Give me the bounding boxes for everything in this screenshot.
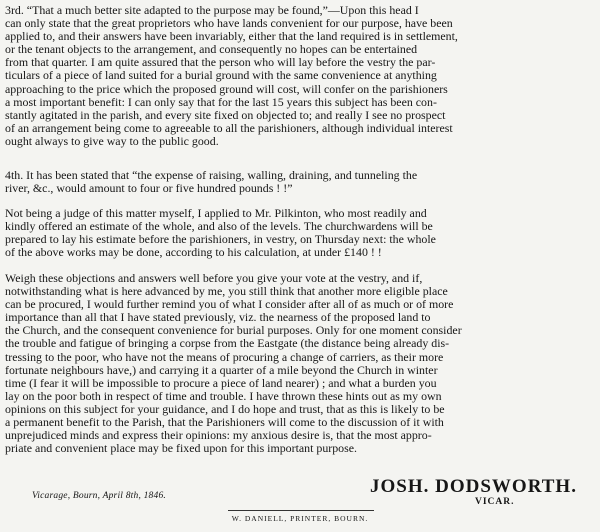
text-line: Not being a judge of this matter myself, I applied to Mr. Pilkinton, who most readily and bbox=[5, 206, 427, 220]
text-line: can be procured, I would further remind you of what I consider after all of as much or of more bbox=[5, 297, 454, 312]
text-line: river, &c., would amount to four or five hundred pounds ! !” bbox=[5, 181, 293, 196]
text-line: lay on the poor both in respect of time and trouble. I have thrown these hints out as my own bbox=[5, 388, 442, 403]
text-line: Weigh these objections and answers well before you give your vote at the vestry, and if, bbox=[5, 271, 423, 285]
text-line: fortunate neighbours have,) and carrying it a quarter of a mile beyond the Church in winter bbox=[5, 362, 438, 377]
text-line: time (I fear it will be impossible to procure a piece of land nearer) ; and what a burden you bbox=[5, 375, 437, 390]
signature-place-date: Vicarage, Bourn, April 8th, 1846. bbox=[32, 491, 166, 501]
text-line: stantly agitated in the parish, and every site fixed on objected to; and really I see no prospect bbox=[5, 107, 446, 122]
text-line: ticulars of a piece of land suited for a burial ground with the same convenience at anything bbox=[5, 68, 437, 83]
text-line: of an arrangement being come to agreeable to all the parishioners, although individual interest bbox=[5, 120, 453, 135]
text-line: unprejudiced minds and express their opinions: my anxious desire is, that the most appro- bbox=[5, 428, 432, 443]
text-line: a permanent benefit to the Parish, that the Parishioners will come to the discussion of it with bbox=[5, 415, 444, 430]
text-line: can only state that the great proprietors who have lands convenient for our purpose, have been bbox=[5, 16, 453, 31]
paragraph-estimate bbox=[5, 207, 590, 259]
divider-rule bbox=[228, 510, 374, 511]
text-line: or the tenant objects to the arrangement, and consequently no hopes can be entertained bbox=[5, 42, 418, 57]
paragraph-fourth-objection bbox=[5, 169, 590, 195]
text-line: ought always to give way to the public good. bbox=[5, 133, 219, 148]
text-line: importance than all that I have stated previously, viz. the nearness of the proposed land to bbox=[5, 310, 431, 325]
printer-imprint: W. DANIELL, PRINTER, BOURN. bbox=[231, 514, 369, 523]
text-line: prepared to lay his estimate before the parishioners, in vestry, on Thursday next: the whole bbox=[5, 232, 436, 247]
text-line: tressing to the poor, who have not the means of procuring a change of carriers, as their more bbox=[5, 349, 444, 364]
text-line: approaching to the price which the proposed ground will cost, will confer on the parishioners bbox=[5, 81, 448, 96]
paragraph-third-objection bbox=[5, 4, 590, 148]
text-line: from that quarter. I am quite assured that the person who will lay before the vestry the par- bbox=[5, 55, 436, 70]
text-line: notwithstanding what is here advanced by me, you still think that another more eligible place bbox=[5, 284, 448, 299]
text-line: a most important benefit: I can only say that for the last 15 years this subject has been con- bbox=[5, 94, 437, 109]
text-line: priate and convenient place may be fixed upon for this important purpose. bbox=[5, 441, 357, 456]
text-line: opinions on this subject for your guidance, and I do hope and trust, that as this is likely to be bbox=[5, 401, 445, 416]
paragraph-conclusion bbox=[5, 272, 590, 455]
text-line: 4th. It has been stated that “the expense of raising, walling, draining, and tunneling the bbox=[5, 168, 418, 182]
signature-name: JOSH. DODSWORTH. bbox=[370, 476, 577, 497]
text-line: kindly offered an estimate of the whole, and also of the levels. The churchwardens will be bbox=[5, 219, 433, 234]
text-line: of the above works may be done, according to his calculation, at under £140 ! ! bbox=[5, 245, 382, 260]
text-line: the Church, and the consequent convenience for burial purposes. Only for one moment consider bbox=[5, 323, 462, 338]
text-line: applied to, and their answers have been invariably, either that the land required is in settlement, bbox=[5, 29, 458, 44]
text-line: 3rd. “That a much better site adapted to the purpose may be found,”—Upon this head I bbox=[5, 3, 419, 17]
text-line: the trouble and fatigue of bringing a corpse from the Eastgate (the distance being already dis- bbox=[5, 336, 450, 351]
signature-title: VICAR. bbox=[475, 497, 515, 507]
